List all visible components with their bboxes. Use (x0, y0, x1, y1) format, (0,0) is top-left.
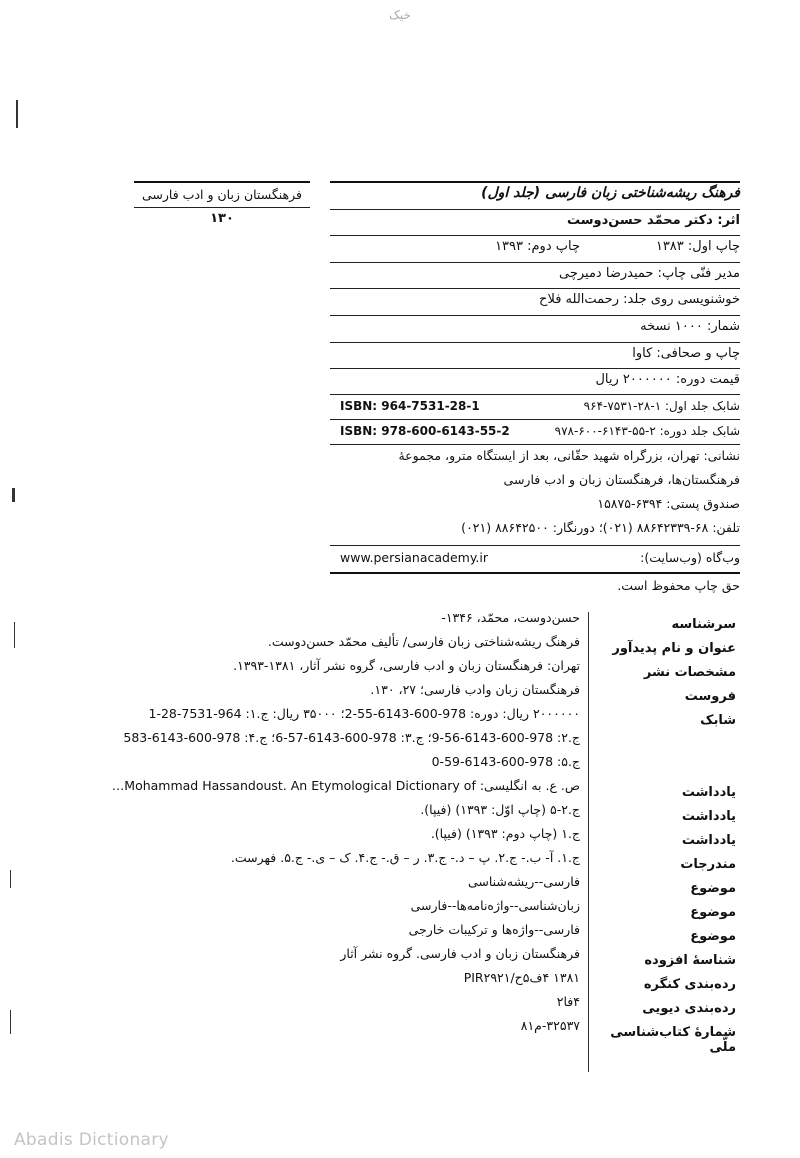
catalog-label: شمارهٔ کتاب‌شناسی ملّی (610, 1025, 736, 1055)
book-rule-top (330, 181, 740, 183)
address-line-2: فرهنگستان‌ها، فرهنگستان زبان و ادب فارسی (503, 472, 740, 487)
catalog-label: عنوان و نام پدیدآور (612, 641, 736, 656)
scan-edge-mark (14, 622, 15, 648)
catalog-value: ج.۵: 978-600-6143-59-0 (431, 754, 580, 769)
catalog-value: زبان‌شناسی--واژه‌نامه‌ها--فارسی (410, 898, 580, 913)
book-rule (330, 209, 740, 210)
address-line-1: نشانی: تهران، بزرگراه شهید حقّانی، بعد از ایستگاه مترو، مجموعهٔ (398, 448, 740, 463)
catalog-value: حسن‌دوست، محمّد، ۱۳۴۶- (441, 610, 580, 625)
catalog-label: سرشناسه (671, 617, 736, 632)
book-title: فرهنگ ریشه‌شناختی زبان فارسی (جلد اول) (481, 185, 740, 201)
website-link[interactable]: www.persianacademy.ir (340, 550, 489, 565)
scan-edge-mark (16, 100, 18, 128)
catalog-value: ۱۳۸۱ ۴ف۵ح/PIR۲۹۲۱ (463, 970, 580, 985)
catalog-value: فرهنگ ریشه‌شناختی زبان فارسی/ تألیف محمّد حسن‌دوست. (267, 634, 580, 649)
catalog-label: موضوع (690, 929, 736, 944)
po-box: صندوق پستی: ۶۳۹۴-۱۵۸۷۵ (597, 496, 740, 511)
catalog-label: موضوع (690, 881, 736, 896)
copies: شمار: ۱۰۰۰ نسخه (640, 319, 740, 334)
website-label: وب‌گاه (وب‌سایت): (640, 550, 740, 565)
catalog-value: ۳۲۵۳۷-م۸۱ (520, 1018, 580, 1033)
catalog-label: یادداشت (681, 785, 736, 800)
catalog-value: ج.۱. آ- ب.- ج.۲. پ – د.- ج.۳. ر – ق.- ج.۴. ک – ی.- ج.۵. فهرست. (230, 850, 580, 865)
catalog-value: تهران: فرهنگستان زبان و ادب فارسی، گروه نشر آثار، ۱۳۸۱-۱۳۹۳. (233, 658, 580, 673)
first-edition: چاپ اول: ۱۳۸۳ (655, 239, 740, 254)
catalog-value: ص. ع. به انگلیسی: Mohammad Hassandoust. An Etymological Dictionary of… (111, 778, 580, 793)
book-rule (330, 368, 740, 369)
copyright-notice: حق چاپ محفوظ است. (617, 578, 740, 593)
book-rule (330, 444, 740, 445)
book-rule (330, 288, 740, 289)
book-rule (330, 419, 740, 420)
book-rule (330, 545, 740, 546)
book-author: اثر: دکتر محمّد حسن‌دوست (566, 213, 740, 228)
book-rule (330, 394, 740, 395)
printing: چاپ و صحافی: کاوا (632, 346, 740, 361)
catalog-label: مشخصات نشر (643, 665, 736, 680)
book-rule (330, 342, 740, 343)
catalog-label: رده‌بندی دیویی (642, 1001, 736, 1016)
catalog-value: ۲۰۰۰۰۰۰ ریال: دوره: 978-600-6143-55-2؛ ۳۵۰۰۰ ریال: ج.۱: 964-7531-28-1 (148, 706, 580, 721)
second-edition: چاپ دوم: ۱۳۹۳ (495, 239, 580, 254)
catalog-label: رده‌بندی کنگره (643, 977, 736, 992)
catalog-label: مندرجات (680, 857, 736, 872)
catalog-label: یادداشت (681, 809, 736, 824)
price: قیمت دوره: ۲۰۰۰۰۰۰ ریال (595, 372, 740, 387)
isbn-volume-label: شابک جلد اول: ۱-۲۸-۷۵۳۱-۹۶۴ (583, 399, 740, 413)
catalog-value: فارسی--واژه‌ها و ترکیبات خارجی (408, 922, 580, 937)
series-title: فرهنگستان زبان و ادب فارسی (141, 187, 302, 202)
book-rule-bottom (330, 572, 740, 574)
catalog-label: شابک (700, 713, 736, 728)
catalog-value: فارسی--ریشه‌شناسی (467, 874, 580, 889)
page-header-word: خیک (389, 8, 411, 22)
series-number: ۱۳۰ (210, 211, 234, 226)
catalog-value: ۴فا۲ (556, 994, 580, 1009)
tech-manager: مدیر فنّی چاپ: حمیدرضا دمیرچی (559, 266, 740, 281)
catalog-label: یادداشت (681, 833, 736, 848)
isbn-volume: ISBN: 964-7531-28-1 (340, 399, 480, 413)
catalog-label: شناسهٔ افزوده (644, 953, 736, 968)
isbn-set: ISBN: 978-600-6143-55-2 (340, 424, 510, 438)
catalog-label: موضوع (690, 905, 736, 920)
phone-fax: تلفن: ۶۸-۸۸۶۴۲۳۳۹ (۰۲۱)؛ دورنگار: ۸۸۶۴۲۵۰۰ (۰۲۱) (461, 520, 740, 535)
watermark: Abadis Dictionary (14, 1130, 169, 1150)
isbn-set-label: شابک جلد دوره: ۲-۵۵-۶۱۴۳-۶۰۰-۹۷۸ (554, 424, 740, 438)
catalog-value: فرهنگستان زبان وادب فارسی؛ ۲۷، ۱۳۰. (370, 682, 580, 697)
scan-edge-mark (10, 1010, 11, 1034)
catalog-label: فروست (684, 689, 736, 704)
series-rule (134, 181, 310, 183)
catalog-value: ج.۱ (چاپ دوم: ۱۳۹۳) (فیپا). (430, 826, 580, 841)
scan-edge-mark (10, 870, 11, 888)
book-rule (330, 235, 740, 236)
series-rule-bottom (134, 207, 310, 208)
scan-edge-mark (12, 488, 15, 502)
book-rule (330, 315, 740, 316)
catalog-value: ج.۲: 978-600-6143-56-9؛ ج.۳: 978-600-6143-57-6؛ ج.۴: 978-600-6143-583 (123, 730, 580, 745)
book-rule (330, 262, 740, 263)
catalog-value: فرهنگستان زبان و ادب فارسی. گروه نشر آثار (340, 946, 580, 961)
catalog-value: ج.۲-۵ (چاپ اوّل: ۱۳۹۳) (فیپا). (420, 802, 580, 817)
catalog-divider (588, 612, 589, 1072)
calligraphy: خوشنویسی روی جلد: رحمت‌الله فلاح (539, 292, 740, 307)
